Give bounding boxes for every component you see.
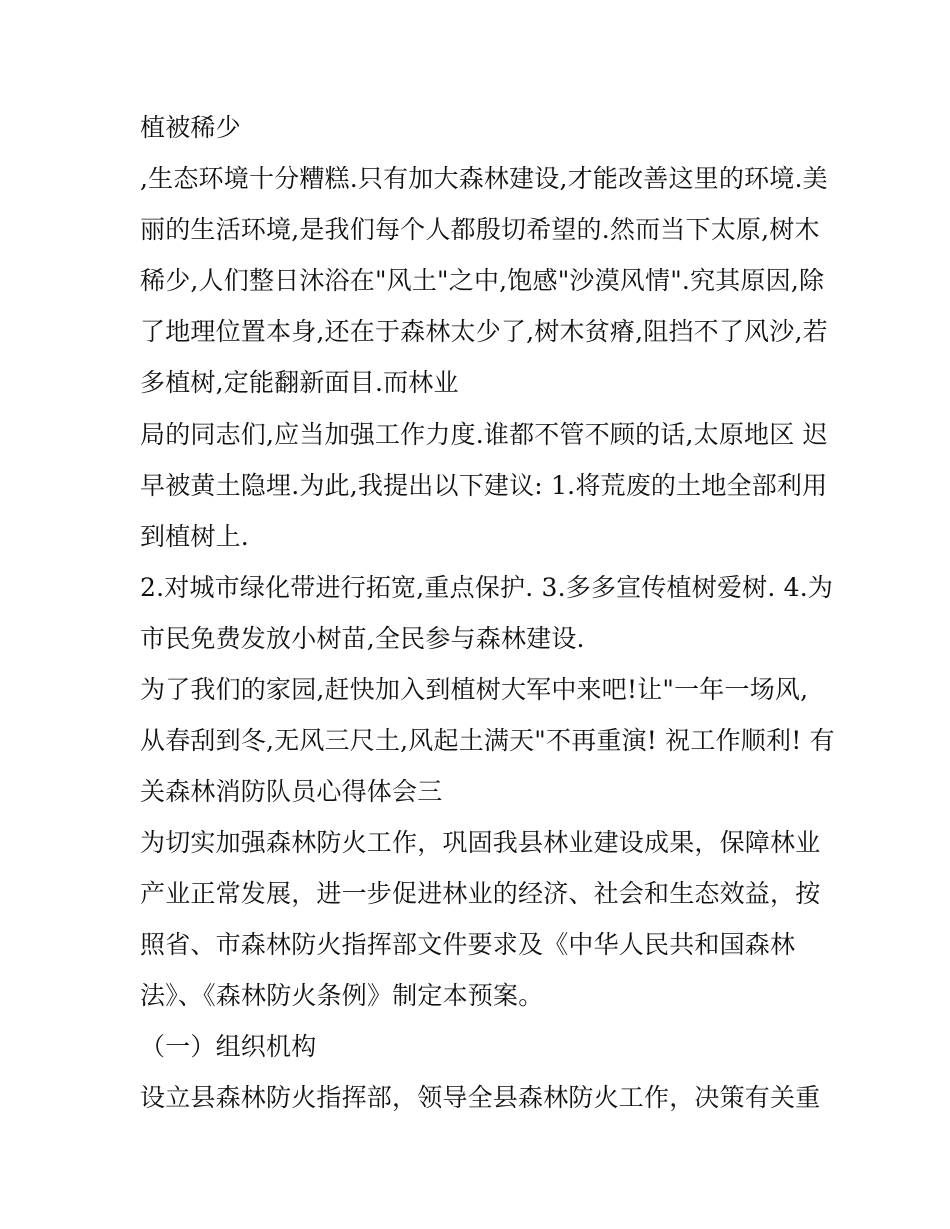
text-line: 市民免费发放小树苗,全民参与森林建设. [140, 624, 585, 653]
text-line: 了地理位置本身,还在于森林太少了,树木贫瘠,阻挡不了风沙,若 [140, 317, 828, 346]
text-line: 为了我们的家园,赶快加入到植树大军中来吧!让"一年一场风, [140, 675, 809, 704]
text-line: 局的同志们,应当加强工作力度.谁都不管不顾的话,太原地区 迟 [140, 420, 828, 449]
text-line: 从春刮到冬,无风三尺土,风起土满天"不再重演! 祝工作顺利! 有 [140, 726, 835, 755]
text-line: 产业正常发展，进一步促进林业的经济、社会和生态效益，按 [140, 879, 821, 908]
text-line: 多植树,定能翻新面目.而林业 [140, 368, 459, 397]
text-line: 为切实加强森林防火工作，巩固我县林业建设成果，保障林业 [140, 828, 821, 857]
text-line: 照省、市森林防火指挥部文件要求及《中华人民共和国森林 [140, 930, 796, 959]
text-line: 植被稀少 [140, 113, 241, 142]
text-line: 稀少,人们整日沐浴在"风土"之中,饱感"沙漠风情".究其原因,除 [140, 266, 825, 295]
section-heading: （一）组织机构 [140, 1032, 317, 1061]
text-line: 到植树上. [140, 522, 249, 551]
text-line: 设立县森林防火指挥部，领导全县森林防火工作，决策有关重 [140, 1083, 821, 1112]
text-line: 关森林消防队员心得体会三 [140, 777, 443, 806]
text-line: 丽的生活环境,是我们每个人都殷切希望的.然而当下太原,树木 [140, 215, 820, 244]
text-line: 2.对城市绿化带进行拓宽,重点保护. 3.多多宣传植树爱树. 4.为 [140, 573, 834, 602]
text-line: ,生态环境十分糟糕.只有加大森林建设,才能改善这里的环境.美 [140, 164, 828, 193]
text-line: 法》、《森林防火条例》制定本预案。 [140, 981, 544, 1010]
text-line: 早被黄土隐埋.为此,我提出以下建议: 1.将荒废的土地全部利用 [140, 471, 828, 500]
